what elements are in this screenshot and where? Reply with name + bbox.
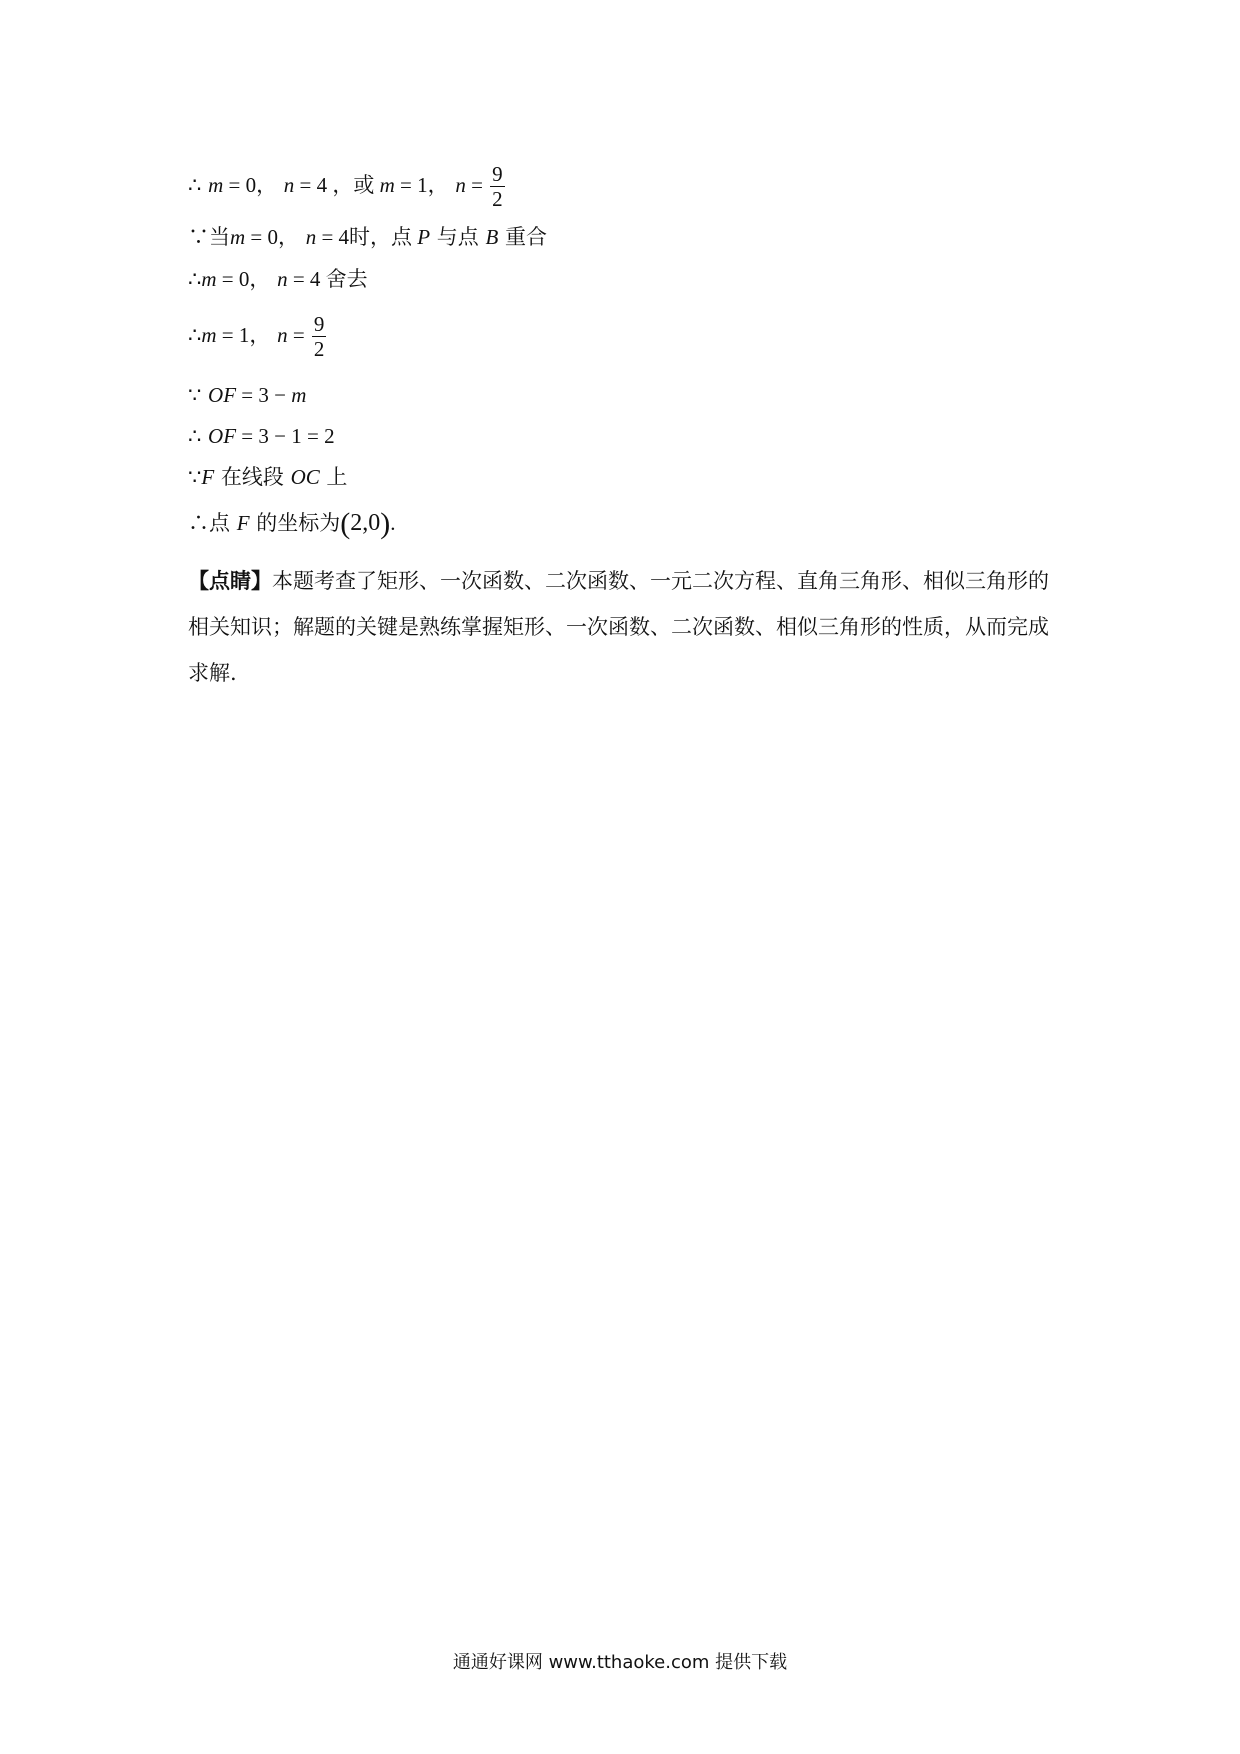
left-paren: ( — [340, 507, 351, 540]
equation-text: = 1， — [216, 323, 271, 347]
solution-line-6 — [188, 421, 335, 451]
solution-line-4 — [188, 312, 326, 361]
connector-text: 重合 — [498, 225, 547, 249]
var-m: m — [201, 323, 217, 347]
var-m: m — [291, 383, 307, 407]
var-m: m — [379, 173, 395, 197]
fraction-denominator: 2 — [313, 337, 325, 361]
solution-line-1 — [188, 162, 505, 211]
solution-line-3 — [188, 264, 368, 294]
fraction — [312, 312, 327, 361]
connector-text: 与点 — [430, 225, 486, 249]
point-f: F — [201, 465, 215, 489]
connector-text: 的坐标为 — [249, 511, 341, 535]
fraction-numerator: 9 — [492, 162, 503, 186]
var-n: n — [305, 225, 317, 249]
therefore-symbol: ∴ — [188, 323, 202, 347]
period: . — [390, 511, 396, 535]
because-symbol: ∵ — [188, 465, 202, 489]
solution-line-7 — [188, 462, 347, 492]
connector-text: 在线段 — [214, 465, 291, 489]
solution-line-2 — [188, 222, 547, 252]
equation-text: = — [465, 173, 489, 197]
equation-text: = 0， — [245, 225, 300, 249]
equation-text: = 4 ，或 — [294, 173, 380, 197]
fraction-denominator: 2 — [492, 187, 503, 211]
equation-text: = 3 − 1 = 2 — [236, 424, 335, 448]
var-n: n — [283, 173, 295, 197]
equation-text: = 0， — [223, 173, 278, 197]
var-n: n — [455, 173, 466, 197]
connector-text: 上 — [319, 465, 348, 489]
point-p: P — [417, 225, 431, 249]
equation-text: = 1， — [394, 173, 449, 197]
commentary-label: 【点睛】 — [188, 568, 272, 593]
right-paren: ) — [380, 507, 391, 540]
equation-text: = 4 舍去 — [287, 267, 368, 291]
commentary-text: 本题考查了矩形、一次函数、二次函数、一元二次方程、直角三角形、相似三角形的相关知识；解题的关键是熟练掌握矩形、一次函数、二次函数、相似三角形的性质，从而完成求解. — [188, 569, 1049, 685]
solution-line-5 — [188, 380, 306, 410]
var-m: m — [201, 267, 217, 291]
coordinate-value: 2,0 — [350, 510, 381, 536]
equation-text: = 4时，点 — [316, 225, 418, 249]
equation-text: = 3 − — [236, 383, 292, 407]
fraction — [490, 162, 505, 211]
therefore-symbol: ∴ — [188, 424, 209, 448]
point-f: F — [236, 511, 250, 535]
var-n: n — [277, 323, 288, 347]
segment-of: OF — [208, 424, 237, 448]
therefore-symbol: ∴ — [188, 267, 202, 291]
solution-line-8 — [188, 508, 395, 539]
commentary-paragraph — [188, 558, 1058, 696]
fraction-numerator: 9 — [313, 312, 325, 336]
point-b: B — [485, 225, 499, 249]
because-text: ∵当 — [188, 225, 230, 249]
therefore-text: ∴点 — [188, 511, 237, 535]
var-m: m — [230, 225, 246, 249]
equation-text: = — [287, 323, 310, 347]
var-m: m — [208, 173, 224, 197]
equation-text: = 0， — [216, 267, 271, 291]
page-footer: 通通好课网 www.tthaoke.com 提供下载 — [452, 1652, 788, 1673]
var-n: n — [277, 267, 288, 291]
therefore-symbol: ∴ — [188, 173, 202, 197]
segment-oc: OC — [290, 465, 320, 489]
segment-of: OF — [208, 383, 237, 407]
because-symbol: ∵ — [188, 383, 209, 407]
